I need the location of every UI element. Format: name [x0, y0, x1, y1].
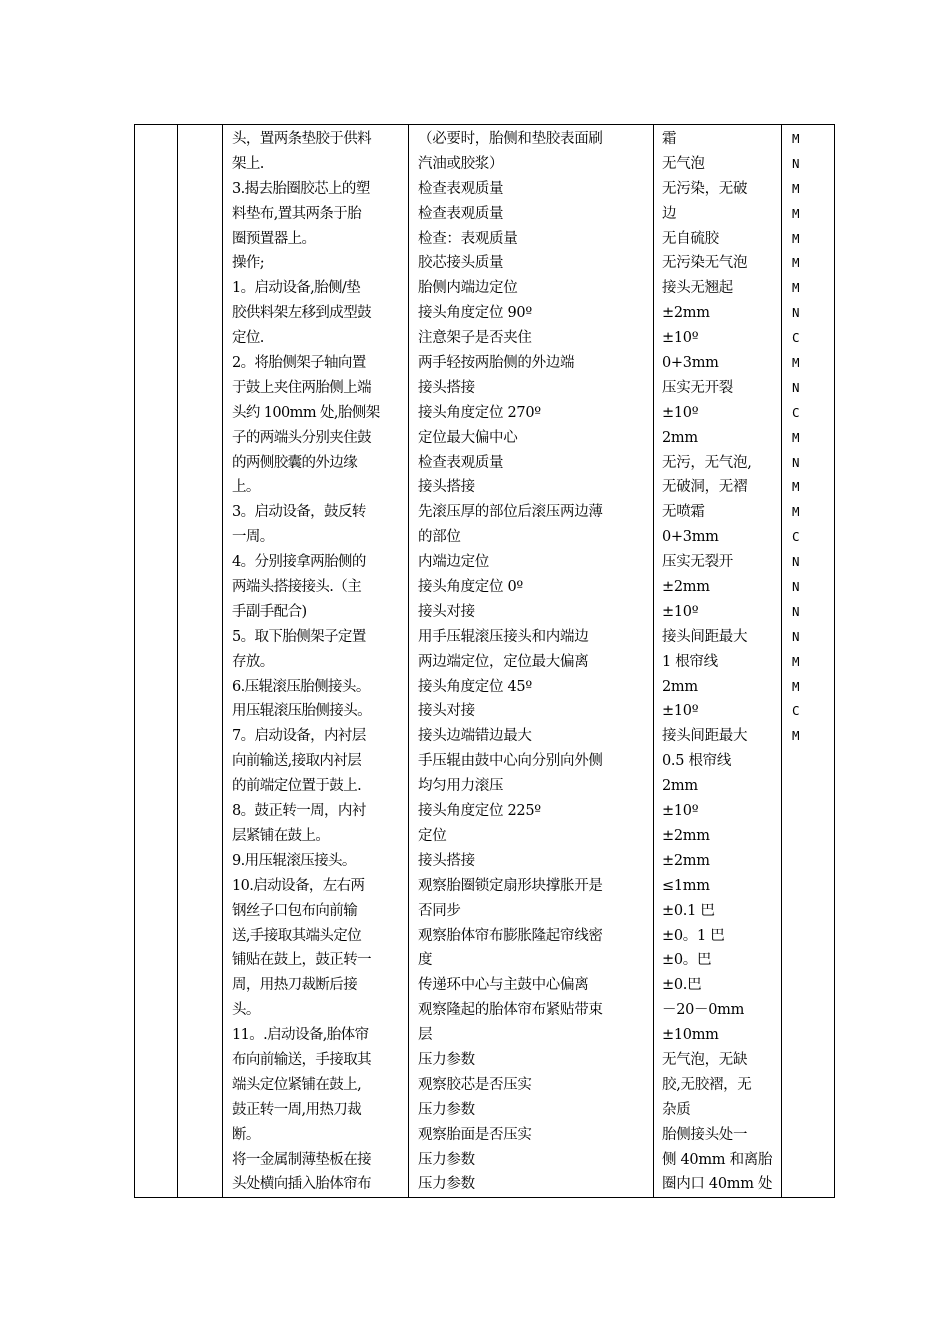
standard-line: ±2mm	[662, 827, 710, 844]
standard-line: ±10º	[662, 803, 699, 820]
standard-line: ±10º	[662, 330, 699, 347]
standard-line: 2mm	[662, 678, 698, 695]
standard-line: 无气泡，无缺	[662, 1051, 748, 1068]
operation-line: 1。启动设备,胎侧/垫	[232, 280, 361, 297]
operation-line: 胶供料架左移到成型鼓	[232, 305, 371, 322]
standard-line: 0+3mm	[662, 529, 719, 546]
category-code: M	[792, 355, 800, 371]
operation-line: 层紧铺在鼓上。	[232, 827, 330, 844]
inspection-line: 接头搭接	[418, 379, 475, 396]
operation-line: 铺贴在鼓上，鼓正转一	[232, 952, 371, 969]
standard-line: －20－0mm	[662, 1002, 745, 1019]
standard-line: ±0.巴	[662, 977, 702, 994]
blank-column-1	[135, 125, 178, 1198]
inspection-line: 检查表观质量	[418, 205, 504, 222]
inspection-line: （必要时，胎侧和垫胶表面刷	[418, 131, 603, 147]
inspection-line: 两手轻按两胎侧的外边端	[418, 355, 575, 372]
category-code: N	[792, 603, 800, 619]
operation-line: 架上.	[232, 155, 264, 172]
standard-line: 接头无翘起	[662, 280, 733, 297]
operation-line: 断。	[232, 1126, 260, 1143]
operation-line: 手副手配合)	[232, 603, 307, 620]
operation-line: 7。启动设备，内衬层	[232, 728, 366, 745]
inspection-line: 观察胎体帘布膨胀隆起帘线密	[418, 927, 603, 944]
standard-line: 2mm	[662, 778, 698, 795]
table-row	[135, 125, 835, 1198]
operation-line: 布向前输送，手接取其	[232, 1051, 371, 1068]
category-code: N	[792, 554, 800, 570]
inspection-line: 定位最大偏中心	[418, 429, 518, 446]
inspection-line: 压力参数	[418, 1051, 475, 1068]
standard-line: 无气泡	[662, 155, 705, 172]
category-code: C	[792, 330, 800, 346]
operation-line: 操作;	[232, 255, 265, 272]
inspection-line: 压力参数	[418, 1176, 475, 1193]
category-code: C	[792, 404, 800, 420]
operation-line: 鼓正转一周,用热刀裁	[232, 1101, 362, 1118]
category-code: M	[792, 205, 800, 221]
standard-line: 杂质	[662, 1101, 691, 1118]
operation-line: 子的两端头分别夹住鼓	[232, 429, 371, 446]
operation-line: 头处横向插入胎体帘布	[232, 1176, 371, 1193]
operation-line: 的两侧胶囊的外边缘	[232, 454, 358, 471]
standard-line: 无污染，无破	[662, 180, 748, 197]
operation-line: 于鼓上夹住两胎侧上端	[232, 379, 371, 396]
standard-line: 胶,无胶褶，无	[662, 1076, 752, 1093]
standard-line: 边	[662, 205, 677, 222]
standard-line: 1 根帘线	[662, 653, 718, 670]
category-code: M	[792, 678, 800, 694]
operation-line: 送,手接取其端头定位	[232, 927, 362, 944]
standard-line: 无污，无气泡,	[662, 454, 752, 471]
operation-line: 6.压辊滚压胎侧接头。	[232, 678, 370, 695]
operation-line: 定位.	[232, 330, 264, 347]
category-code: M	[792, 429, 800, 445]
standard-line: 侧 40mm 和离胎	[662, 1151, 773, 1168]
operation-steps-cell	[223, 125, 409, 1198]
category-code: M	[792, 230, 800, 246]
inspection-line: 接头角度定位 45º	[418, 678, 532, 695]
category-code: C	[792, 529, 800, 545]
inspection-line: 用手压辊滚压接头和内端边	[418, 628, 589, 645]
inspection-line: 定位	[418, 827, 447, 844]
standard-line: 接头间距最大	[662, 728, 748, 745]
inspection-line: 接头对接	[418, 703, 475, 720]
standard-line: ±0。巴	[662, 952, 712, 969]
category-code: N	[792, 305, 800, 321]
inspection-line: 先滚压厚的部位后滚压两边薄	[418, 504, 603, 521]
operation-line: 的前端定位置于鼓上.	[232, 778, 362, 795]
inspection-line: 胶芯接头质量	[418, 255, 504, 272]
inspection-line: 否同步	[418, 902, 461, 919]
inspection-line: 汽油或胶浆）	[418, 155, 504, 172]
standard-line: ±2mm	[662, 579, 710, 596]
inspection-line: 胎侧内端边定位	[418, 280, 518, 297]
operation-line: 9.用压辊滚压接头。	[232, 852, 356, 869]
category-code: N	[792, 628, 800, 644]
standard-line: 2mm	[662, 429, 698, 446]
inspection-line: 观察胎面是否压实	[418, 1126, 532, 1143]
inspection-line: 接头角度定位 90º	[418, 305, 532, 322]
operation-line: 2。将胎侧架子轴向置	[232, 355, 366, 372]
operation-line: 端头定位紧铺在鼓上,	[232, 1076, 362, 1093]
operation-line: 5。取下胎侧架子定置	[232, 628, 366, 645]
operation-line: 头。	[232, 1002, 260, 1019]
standard-line: 霜	[662, 131, 677, 147]
category-code: M	[792, 131, 800, 146]
operation-line: 两端头搭接接头.（主	[232, 579, 362, 596]
standard-line: ±10º	[662, 603, 699, 620]
inspection-line: 检查表观质量	[418, 180, 504, 197]
inspection-line: 两边端定位，定位最大偏离	[418, 653, 589, 670]
standard-line: ±2mm	[662, 852, 710, 869]
standard-line: 无自硫胶	[662, 230, 719, 247]
inspection-line: 手压辊由鼓中心向分别向外侧	[418, 753, 603, 770]
inspection-line: 检查表观质量	[418, 454, 504, 471]
inspection-items-cell	[409, 125, 654, 1198]
operation-line: 11。.启动设备,胎体帘	[232, 1027, 369, 1044]
inspection-line: 压力参数	[418, 1101, 475, 1118]
operation-line: 将一金属制薄垫板在接	[232, 1151, 371, 1168]
inspection-line: 度	[418, 952, 433, 969]
category-code: C	[792, 703, 800, 719]
category-code: N	[792, 155, 800, 171]
standards-cell	[654, 125, 782, 1198]
standard-line: ±10º	[662, 404, 699, 421]
standard-line: 无破洞，无褶	[662, 479, 748, 496]
category-code: M	[792, 180, 800, 196]
inspection-line: 接头角度定位 270º	[418, 404, 541, 421]
operation-line: 一周。	[232, 529, 274, 546]
standard-line: ±2mm	[662, 305, 710, 322]
inspection-line: 接头搭接	[418, 852, 475, 869]
operation-line: 头约 100mm 处,胎侧架	[232, 404, 380, 421]
operation-line: 向前输送,接取内衬层	[232, 753, 362, 770]
standard-line: 0+3mm	[662, 355, 719, 372]
operation-line: 头，置两条垫胶于供料	[232, 131, 371, 147]
category-code: M	[792, 280, 800, 296]
standard-line: 无喷霜	[662, 504, 705, 521]
operation-line: 8。鼓正转一周，内衬	[232, 803, 366, 820]
standard-line: ±10mm	[662, 1027, 719, 1044]
inspection-line: 层	[418, 1027, 433, 1044]
standard-line: ±0.1 巴	[662, 902, 715, 919]
inspection-line: 传递环中心与主鼓中心偏离	[418, 977, 589, 994]
category-code: N	[792, 379, 800, 395]
category-code: M	[792, 255, 800, 271]
inspection-line: 接头边端错边最大	[418, 728, 532, 745]
operation-line: 圈预置器上。	[232, 230, 316, 247]
standard-line: 压实无开裂	[662, 379, 733, 396]
category-code: M	[792, 504, 800, 520]
operation-line: 4。分别接拿两胎侧的	[232, 554, 366, 571]
standard-line: ±10º	[662, 703, 699, 720]
process-table	[134, 124, 835, 1198]
standard-line: 圈内口 40mm 处	[662, 1176, 773, 1193]
operation-line: 周，用热刀裁断后接	[232, 977, 358, 994]
operation-line: 3.揭去胎圈胶芯上的塑	[232, 180, 370, 197]
blank-column-2	[178, 125, 223, 1198]
standard-line: 压实无裂开	[662, 554, 733, 571]
inspection-line: 观察胶芯是否压实	[418, 1076, 532, 1093]
category-code: N	[792, 454, 800, 470]
operation-line: 存放。	[232, 653, 274, 670]
inspection-line: 均匀用力滚压	[418, 778, 504, 795]
category-codes-cell	[782, 125, 835, 1198]
standard-line: 无污染无气泡	[662, 255, 748, 272]
standard-line: ±0。1 巴	[662, 927, 725, 944]
standard-line: 胎侧接头处一	[662, 1126, 748, 1143]
operation-line: 料垫布,置其两条于胎	[232, 205, 362, 222]
operation-line: 用压辊滚压胎侧接头。	[232, 703, 371, 720]
operation-line: 上。	[232, 479, 260, 496]
inspection-line: 内端边定位	[418, 554, 489, 571]
category-code: M	[792, 653, 800, 669]
operation-line: 钢丝子口包布向前输	[232, 902, 358, 919]
category-code: M	[792, 728, 800, 744]
inspection-line: 接头角度定位 225º	[418, 803, 541, 820]
standard-line: 接头间距最大	[662, 628, 748, 645]
category-code: N	[792, 579, 800, 595]
standard-line: 0.5 根帘线	[662, 753, 732, 770]
standard-line: ≤1mm	[662, 877, 710, 894]
inspection-line: 观察胎圈锁定扇形块撑胀开是	[418, 877, 603, 894]
operation-line: 3。启动设备，鼓反转	[232, 504, 366, 521]
operation-line: 10.启动设备，左右两	[232, 877, 365, 894]
category-code: M	[792, 479, 800, 495]
inspection-line: 注意架子是否夹住	[418, 330, 532, 347]
inspection-line: 的部位	[418, 529, 461, 546]
inspection-line: 接头搭接	[418, 479, 475, 496]
inspection-line: 检查：表观质量	[418, 230, 518, 247]
inspection-line: 观察隆起的胎体帘布紧贴带束	[418, 1002, 603, 1019]
inspection-line: 压力参数	[418, 1151, 475, 1168]
inspection-line: 接头对接	[418, 603, 475, 620]
inspection-line: 接头角度定位 0º	[418, 579, 523, 596]
